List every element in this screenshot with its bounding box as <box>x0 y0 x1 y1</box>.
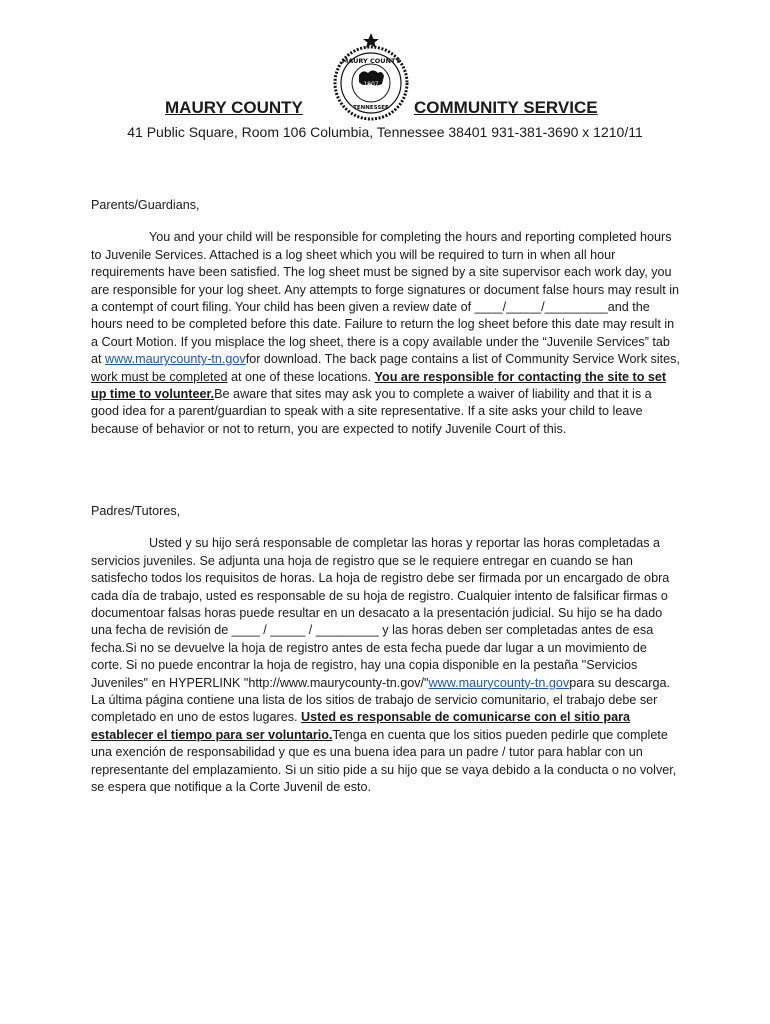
english-section <box>91 197 681 438</box>
svg-text:MAURY COUNTY: MAURY COUNTY <box>341 57 401 65</box>
svg-text:TENNESSEE: TENNESSEE <box>353 105 389 111</box>
spanish-text-2: para su descarga. La última página contiene una lista de los sitios de trabajo de servicio comunitario, el trabajo debe ser completado en uno de estos lugares. <box>91 675 670 725</box>
title-service: COMMUNITY SERVICE <box>414 98 598 117</box>
english-greeting: Parents/Guardians, <box>91 198 200 212</box>
spanish-text-1: Usted y su hijo será responsable de completar las horas y reportar las horas completadas a servicios juveniles. Se adjunta una hoja de registro que se le requiere entregar en cuando se han satisfecho todos los requisitos de horas. La hoja de registro debe ser firmada por un encargado de obra cada día de trabajo, usted es responsable de su hoja de registro. Cualquier intento de falsificar firmas o documentoar falsas horas puede resultar en un desacato a la presentación judicial. Su hijo se ha dado una fecha de revisión de ____ / _____ / _________ y las horas deben ser completadas antes de esa fecha.Si no se devuelve la hoja de registro antes de esta fecha puede dar lugar a un movimiento de corte. Si no puede encontrar la hoja de registro, hay una copia disponible en la pestaña "Servicios Juveniles" en HYPERLINK "http://www.maurycounty-tn.gov/" <box>91 536 670 690</box>
svg-text:1807: 1807 <box>363 81 379 88</box>
english-text-3: at one of these locations. <box>227 369 375 384</box>
title-county: MAURY COUNTY <box>165 98 303 117</box>
english-underlined-text: work must be completed <box>91 369 228 384</box>
spanish-section <box>91 503 681 797</box>
english-text-4: Be aware that sites may ask you to complete a waiver of liability and that it is a good idea for a parent/guardian to speak with a site representative. If a site asks your child to leave because of behavior or not to return, you are expected to notify Juvenile Court of this. <box>91 387 652 436</box>
spanish-text-3: Tenga en cuenta que los sitios pueden pedirle que complete una exención de responsabilidad y que es una buena idea para un padre / tutor para hablar con un representante del emplazamiento. Si un sitio pide a su hijo que se vaya debido a la conducta o no volver, se espera que notifique a la Corte Juvenil de esto. <box>91 727 677 795</box>
website-link-es[interactable]: www.maurycounty-tn.gov <box>428 675 570 690</box>
english-bold-underlined-text: You are responsible for contacting the site to set up time to volunteer. <box>91 369 667 402</box>
english-paragraph <box>91 229 681 438</box>
english-text-1: You and your child will be responsible for completing the hours and reporting completed hours to Juvenile Services. Attached is a log sheet which you will be required to turn in when all hour requirements have been satisfied. The log sheet must be signed by a site supervisor each work day, you are responsible for your log sheet. Any attempts to forge signatures or document false hours may result in a contempt of court filing. Your child has been given a review date of ____/_____/_________and the hours need to be completed before this date. Failure to return the log sheet before this date may result in a Court Motion. If you misplace the log sheet, there is a copy available under the “Juvenile Services” tab at <box>91 230 680 367</box>
county-seal-logo <box>331 33 411 121</box>
website-link-en[interactable]: www.maurycounty-tn.gov <box>105 352 246 367</box>
spanish-paragraph <box>91 535 681 796</box>
spanish-bold-underlined-text: Usted es responsable de comunicarse con el sitio para establecer el tiempo para ser voluntario. <box>91 710 631 742</box>
english-text-2: for download. The back page contains a list of Community Service Work sites, <box>245 352 680 367</box>
spanish-greeting: Padres/Tutores, <box>91 504 181 518</box>
office-address: 41 Public Square, Room 106 Columbia, Tennessee 38401 931-381-3690 x 1210/11 <box>127 124 643 140</box>
